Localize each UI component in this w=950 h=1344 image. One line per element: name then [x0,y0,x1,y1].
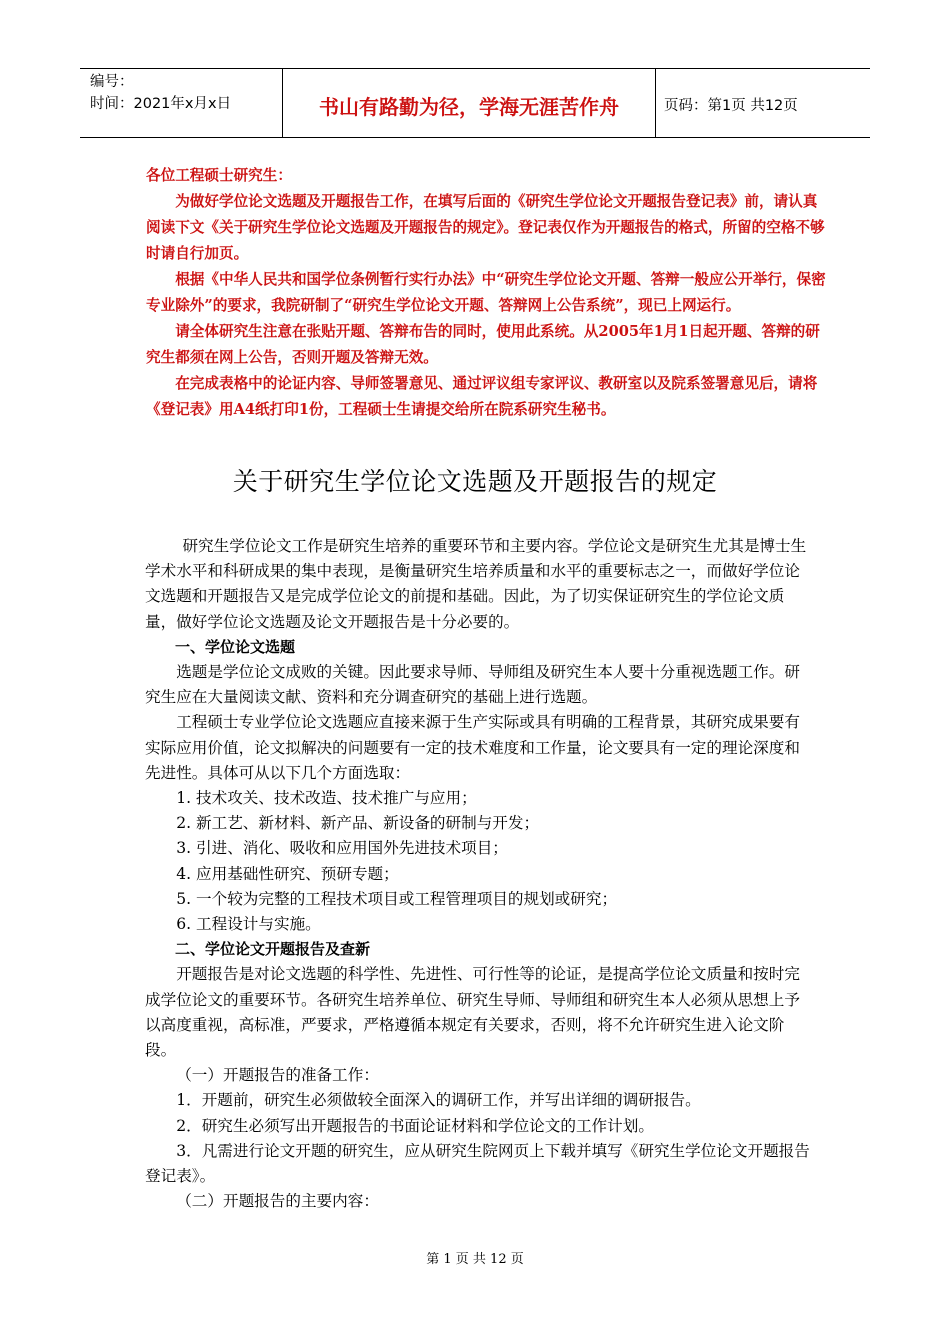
list-item: 2．研究生必须写出开题报告的书面论证材料和学位论文的工作计划。 [176,1116,654,1135]
document-title: 关于研究生学位论文选题及开题报告的规定 [232,467,718,496]
page-footer: 第 1 页 共 12 页 [426,1252,524,1267]
notice-paragraph: 为做好学位论文选题及开题报告工作，在填写后面的《研究生学位论文开题报告登记表》前，请认真阅读下文《关于研究生学位论文选题及开题报告的规定》。登记表仅作为开题报告的格式，所留的空格不够时请自行加页。 [146,193,825,262]
notice-paragraph: 在完成表格中的论证内容、导师签署意见、通过评议组专家评议、教研室以及院系签署意见后，请将《登记表》用A4纸打印1份，工程硕士生请提交给所在院系研究生秘书。 [146,375,818,418]
section2-paragraph: 开题报告是对论文选题的科学性、先进性、可行性等的论证，是提高学位论文质量和按时完成学位论文的重要环节。各研究生培养单位、研究生导师、导师组和研究生本人必须从思想上予以高度重视，高标准，严要求，严格遵循本规定有关要求，否则，将不允许研究生进入论文阶段。 [145,965,800,1060]
number-label: 编号： [90,74,134,90]
list-item: 5. 一个较为完整的工程技术项目或工程管理项目的规划或研究； [176,889,618,908]
section1-heading: 一、学位论文选题 [175,637,296,656]
header-left-cell [80,69,283,137]
section2-heading: 二、学位论文开题报告及查新 [175,940,371,959]
subsection-heading: （一）开题报告的准备工作： [176,1066,379,1085]
document-body [145,534,810,1214]
list-item: 3. 引进、消化、吸收和应用国外先进技术项目； [176,839,508,858]
header-table [80,68,870,138]
header-page-label: 页码：第1页 共12页 [664,97,798,114]
intro-paragraph: 研究生学位论文工作是研究生培养的重要环节和主要内容。学位论文是研究生尤其是博士生学术水平和科研成果的集中表现，是衡量研究生培养质量和水平的重要标志之一，而做好学位论文选题和开题报告又是完成学位论文的前提和基础。因此，为了切实保证研究生的学位论文质量，做好学位论文选题及论文开题报告是十分必要的。 [145,537,807,631]
notice-block [146,163,826,423]
list-item: 3．凡需进行论文开题的研究生，应从研究生院网页上下载并填写《研究生学位论文开题报告登记表》。 [145,1141,810,1186]
list-item: 4. 应用基础性研究、预研专题； [176,864,399,883]
notice-paragraph: 请全体研究生注意在张贴开题、答辩布告的同时，使用此系统。从2005年1月1日起开题、答辩的研究生都须在网上公告，否则开题及答辩无效。 [146,323,820,366]
list-item: 1．开题前，研究生必须做较全面深入的调研工作，并写出详细的调研报告。 [176,1091,701,1110]
header-motto: 书山有路勤为径，学海无涯苦作舟 [283,69,656,137]
list-item: 2. 新工艺、新材料、新产品、新设备的研制与开发； [176,814,540,833]
subsection-heading: （二）开题报告的主要内容： [176,1192,379,1211]
section1-paragraph: 工程硕士专业学位论文选题应直接来源于生产实际或具有明确的工程背景，其研究成果要有实际应用价值，论文拟解决的问题要有一定的技术难度和工作量，论文要具有一定的理论深度和先进性。具体可从以下几个方面选取： [145,713,800,782]
list-item: 6. 工程设计与实施。 [176,915,321,934]
list-item: 1. 技术攻关、技术改造、技术推广与应用； [176,789,477,808]
date-label: 时间：2021年x月x日 [90,96,232,112]
section1-paragraph: 选题是学位论文成败的关键。因此要求导师、导师组及研究生本人要十分重视选题工作。研究生应在大量阅读文献、资料和充分调查研究的基础上进行选题。 [145,663,800,707]
notice-greeting: 各位工程硕士研究生： [146,167,292,184]
notice-paragraph: 根据《中华人民共和国学位条例暂行实行办法》中“研究生学位论文开题、答辩一般应公开举行，保密专业除外”的要求，我院研制了“研究生学位论文开题、答辩网上公告系统”，现已上网运行。 [146,271,826,314]
